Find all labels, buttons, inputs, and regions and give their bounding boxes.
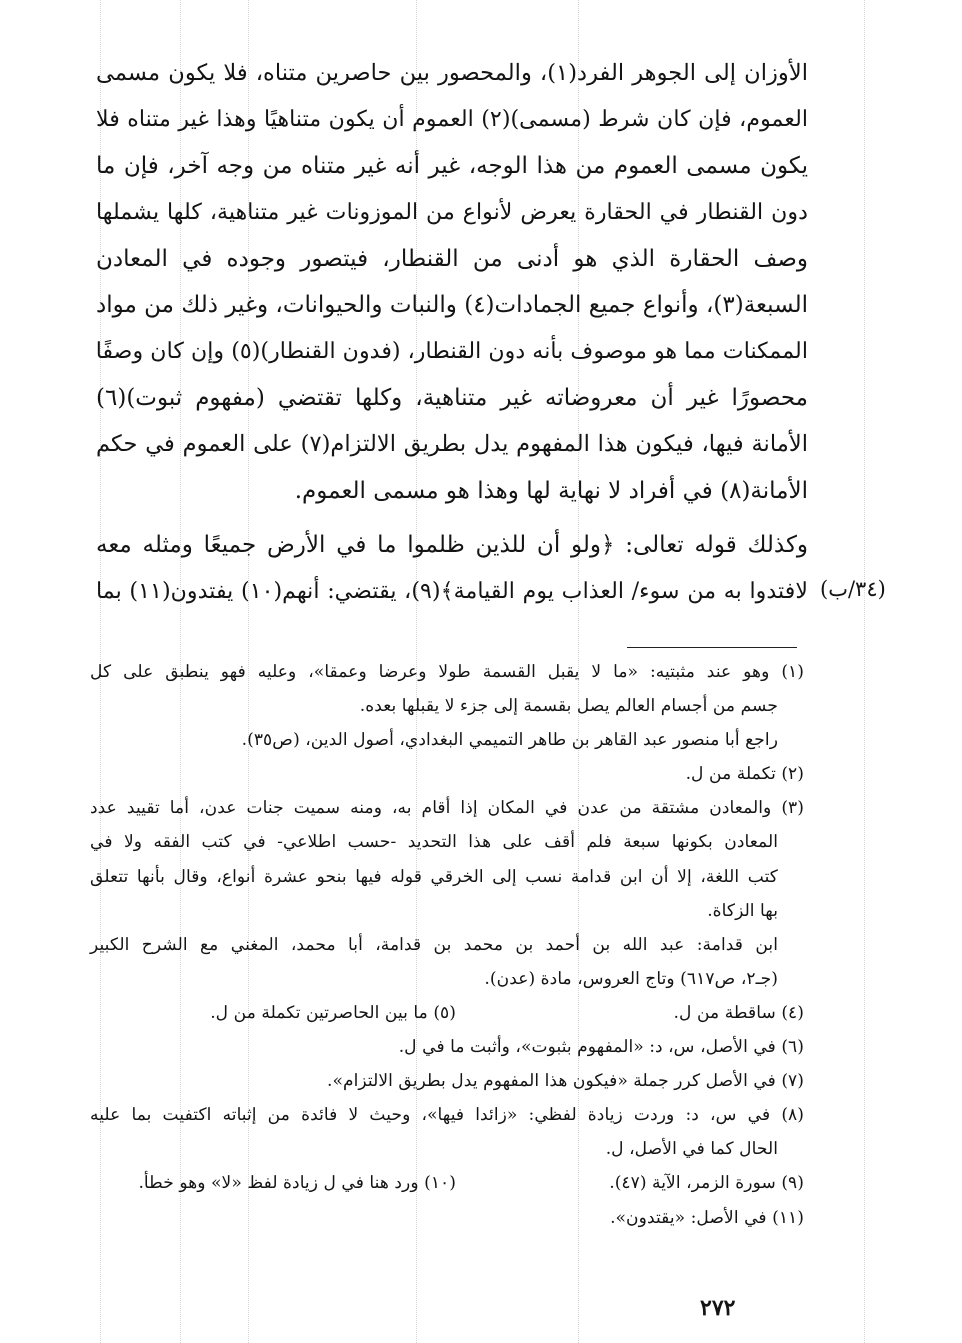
footnote-line: (١) وهو عند مثبتيه: «ما لا يقبل القسمة طولا وعرضا وعمقا»، وعليه فهو ينطبق على كل bbox=[90, 662, 804, 682]
text-line: العموم، فإن كان شرط (مسمى)(٢) العموم أن يكون متناهيًا وهذا غير متناه فلا bbox=[96, 106, 809, 133]
footnote-line bbox=[90, 996, 804, 1030]
footnote-line: جسم من أجسام العالم يصل بقسمة إلى جزء لا يقبلها بعده. bbox=[359, 696, 778, 717]
text-line: السبعة(٣)، وأنواع جميع الجمادات(٤) والنبات والحيوانات، وغير ذلك من مواد bbox=[96, 291, 808, 318]
footnote-item: (١٠) ورد هنا في ل زيادة لفظ «لا» وهو خطأ. bbox=[138, 1173, 456, 1194]
footnote-line: (جـ٢، ص٦١٧) وتاج العروس، مادة (عدن). bbox=[484, 968, 778, 989]
text-line: الأمانة(٨) في أفراد لا نهاية لها وهذا هو مسمى العموم. bbox=[294, 477, 808, 504]
footnote-line: بها الزكاة. bbox=[707, 900, 778, 921]
footnote-item: (٤) ساقطة من ل. bbox=[673, 1002, 804, 1023]
text-line: الممكنات مما هو موصوف بأنه دون القنطار، (فدون القنطار)(٥) وإن كان وصفًا bbox=[95, 338, 808, 365]
footnotes bbox=[90, 655, 804, 1235]
scan-dotted-line bbox=[864, 0, 865, 1343]
manuscript-folio-marker: (٣٤/ب) bbox=[820, 577, 886, 601]
footnote-line bbox=[90, 1166, 804, 1200]
footnote-line: راجع أبا منصور عبد القاهر بن طاهر التميمي البغدادي، أصول الدين، (ص٣٥). bbox=[241, 730, 778, 751]
footnote-line: (٦) في الأصل، س، د: «المفهوم بثبوت»، وأثبت ما في ل. bbox=[398, 1037, 804, 1058]
footnote-item: (٥) ما بين الحاصرتين تكملة من ل. bbox=[210, 1002, 456, 1023]
text-line: لافتدوا به من سوء/ العذاب يوم القيامة﴾(٩)، يقتضي: أنهم(١٠) يفتدون(١١) بما bbox=[96, 578, 808, 605]
text-line: دون القنطار في الحقارة يعرض لأنواع من الموزونات غير متناهية، كلها يشملها bbox=[96, 199, 808, 226]
footnote-item: (٩) سورة الزمر، الآية (٤٧). bbox=[609, 1173, 804, 1194]
footnote-line: (١١) في الأصل: «يقتدون». bbox=[610, 1207, 804, 1228]
footnote-line: الحال كما في الأصل، ل. bbox=[605, 1139, 778, 1160]
text-line: وكذلك قوله تعالى: ﴿ولو أن للذين ظلموا ما في الأرض جميعًا ومثله معه bbox=[96, 531, 808, 558]
main-text bbox=[96, 50, 808, 615]
footnote-line: (٨) في س، د: وردت زيادة لفظي: «زائدا فيها»، وحيث لا فائدة من إثباته اكتفيت بما عليه bbox=[90, 1105, 804, 1126]
footnote-line: (٢) تكملة من ل. bbox=[685, 764, 804, 785]
text-line: الأوزان إلى الجوهر الفرد(١)، والمحصور بين حاصرين متناه، فلا يكون مسمى bbox=[96, 60, 808, 86]
page-number: ٢٧٢ bbox=[700, 1295, 736, 1321]
footnote-line: ابن قدامة: عبد الله بن أحمد بن محمد بن قدامة، أبا محمد، المغني مع الشرح الكبير bbox=[90, 934, 778, 955]
footnote-line: كتب اللغة، إلا أن ابن قدامة نسب إلى الخرقي قوله فيها بنحو عشرة أنواع، وقال بأنها تتعلق bbox=[90, 866, 778, 887]
text-line: محصورًا غير أن معروضاته غير متناهية، وكلها تقتضي (مفهوم ثبوت)(٦) bbox=[96, 384, 808, 411]
footnote-line: المعادن بكونها سبعة فلم أقف على هذا التحديد -حسب اطلاعي- في كتب الفقه ولا في bbox=[90, 832, 778, 853]
text-line: وصف الحقارة الذي هو أدنى من القنطار، فيتصور وجوده في المعادن bbox=[96, 245, 808, 272]
footnote-separator bbox=[627, 647, 797, 648]
footnote-line: (٣) والمعادن مشتقة من عدن في المكان إذا أقام به، ومنه سميت جنات عدن، أما تقييد عدد bbox=[90, 798, 804, 819]
footnote-line: (٧) في الأصل كرر جملة «فيكون هذا المفهوم يدل بطريق الالتزام». bbox=[327, 1071, 804, 1092]
text-line: يكون مسمى العموم من هذا الوجه، غير أنه غير متناه من وجه آخر، فإن ما bbox=[96, 152, 808, 179]
text-line: الأمانة فيها، فيكون هذا المفهوم يدل بطريق الالتزام(٧) على العموم في حكم bbox=[96, 431, 808, 458]
